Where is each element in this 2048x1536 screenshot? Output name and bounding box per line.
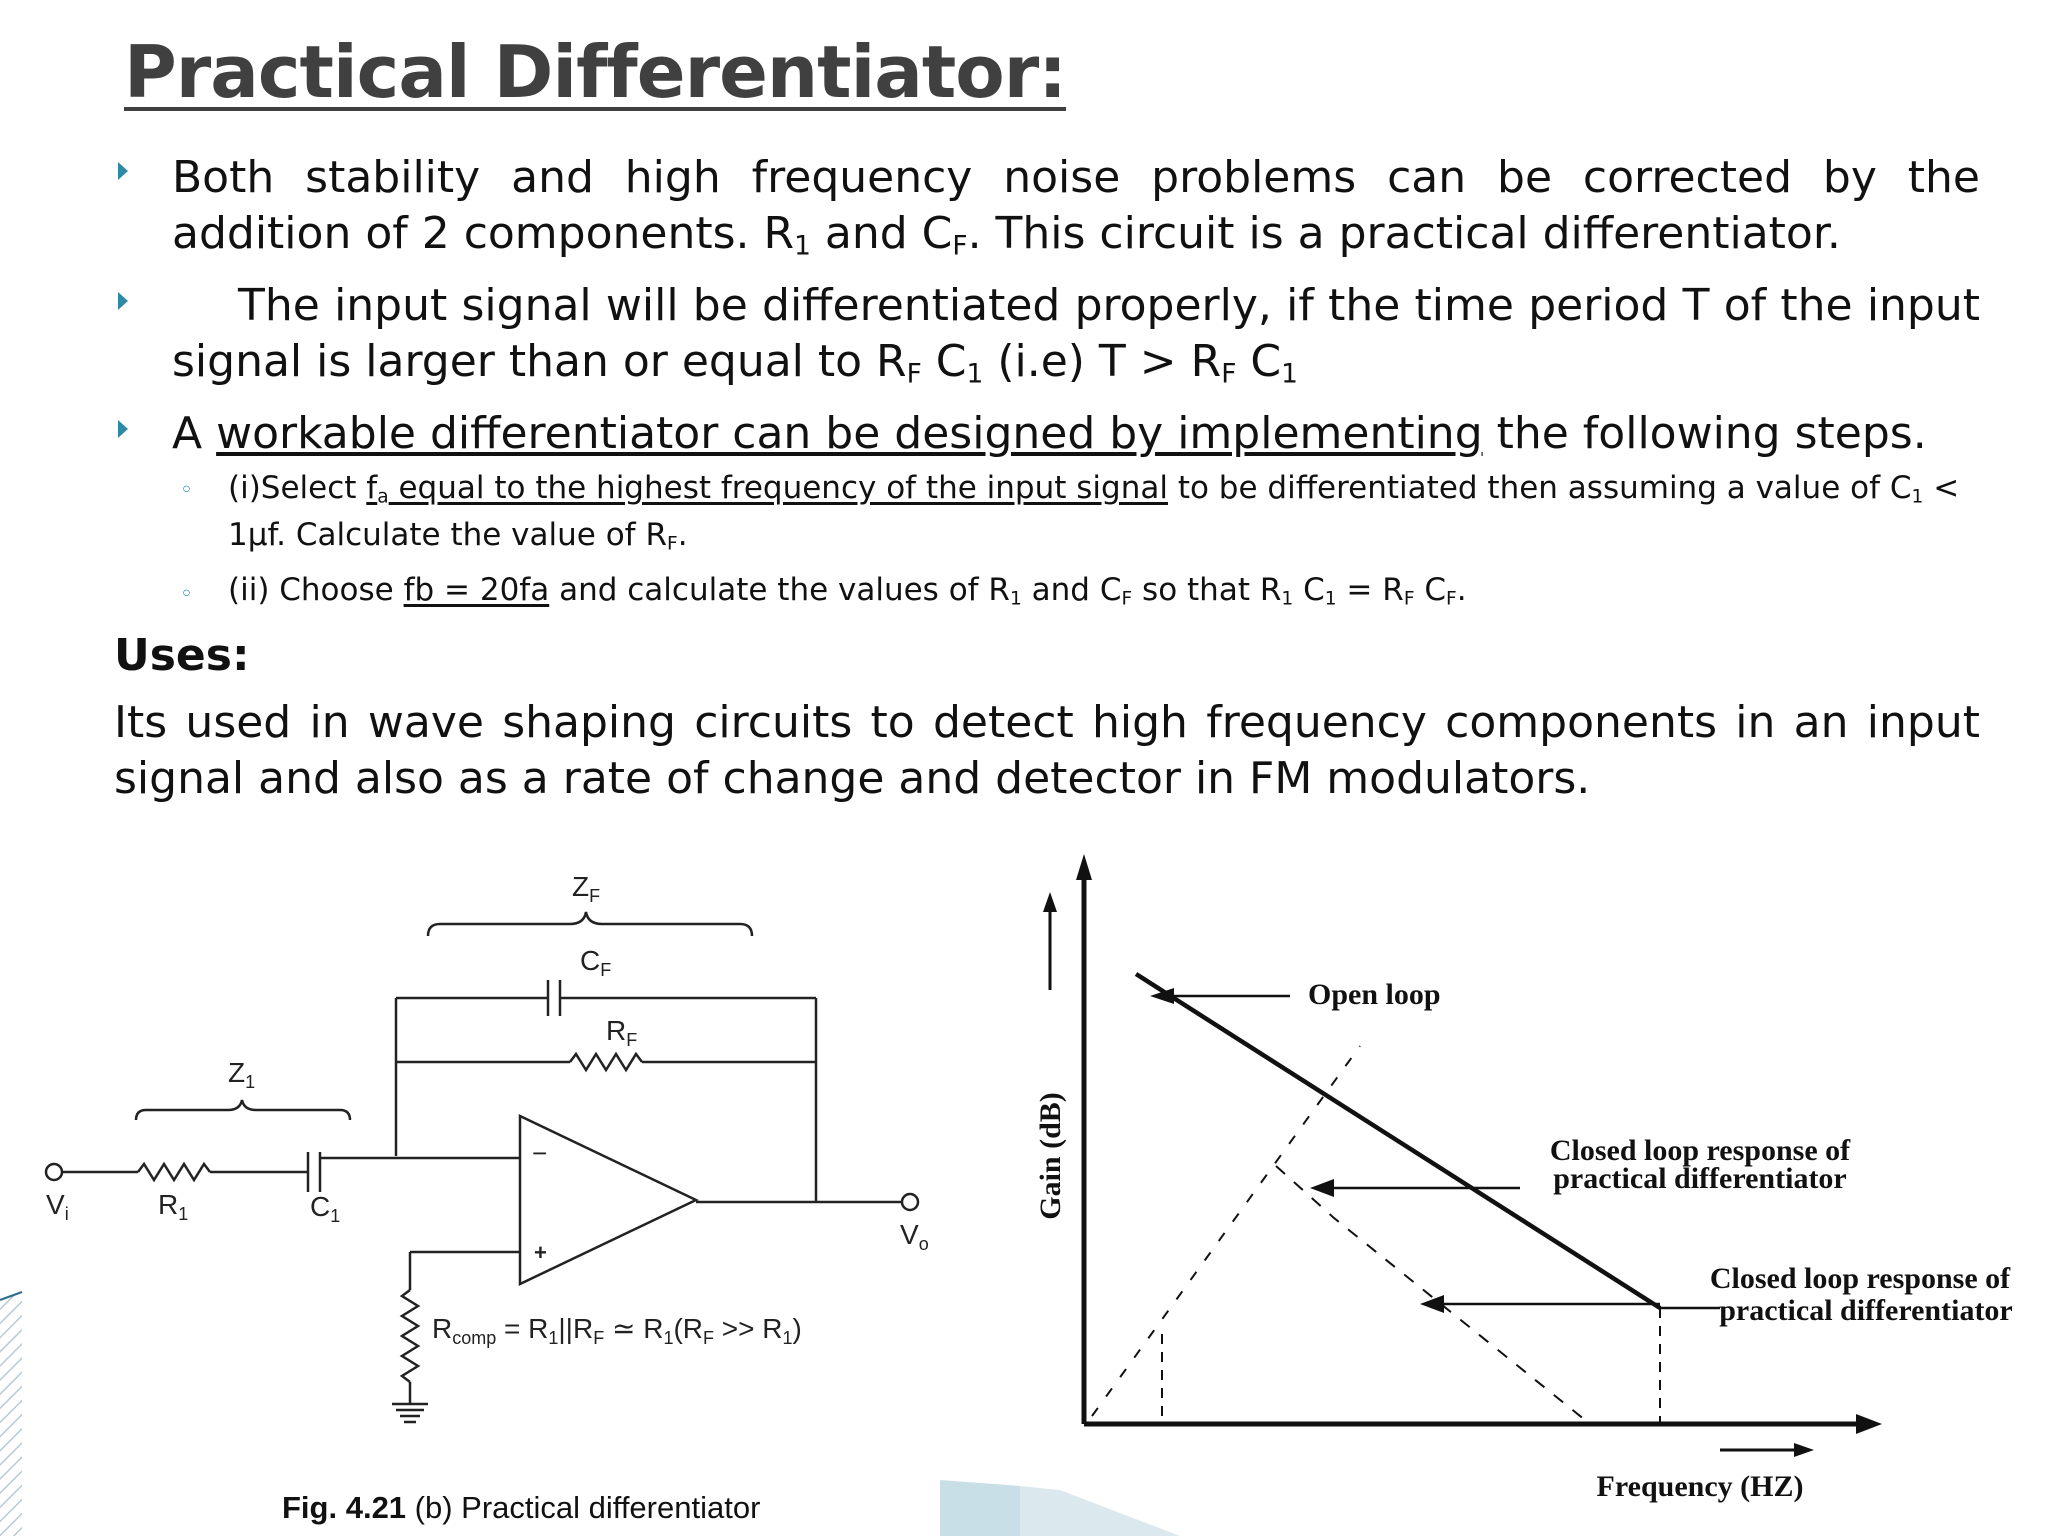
- sub-bullet-2: (ii) Choose fb = 20fa and calculate the values of $R_1$ and $C_F$ so that $R_1$ $C_1 = R_F$ $C_F$.: [228, 572, 1467, 610]
- open-loop-label: Open loop: [1308, 978, 1441, 1011]
- practical-differentiator-circuit: [40, 860, 960, 1500]
- opamp-minus: −: [532, 1138, 548, 1168]
- sub-bullet-dot-icon: ◦: [180, 478, 193, 503]
- graph-ylabel: Gain (dB): [1034, 1092, 1067, 1220]
- zf-label: $Z_F$: [572, 871, 601, 906]
- decor-hatch-shape: [0, 1280, 40, 1536]
- bullet-arrow-icon: [116, 160, 132, 182]
- figure-caption: Fig. 4.21 (b) Practical differentiator: [282, 1490, 761, 1525]
- c1-label: $C_1$: [310, 1191, 341, 1226]
- z1-label: $Z_1$: [228, 1057, 256, 1092]
- cf-label: $C_F$: [580, 945, 612, 980]
- frequency-response-graph: [1020, 850, 2028, 1510]
- rf-label: $R_F$: [606, 1015, 638, 1050]
- sub-bullet-1: (i)Select $f_a$ equal to the highest frequency of the input signal to be differentiated then assuming a value of $C_1 < 1\mu f$. Calculate the value of $R_F$.: [228, 470, 1960, 555]
- bullet-2: The input signal will be differentiated properly, if the time period T of the input signal is larger than or equal to $R_F$ $C_1$ (i.e) $T > R_F$ $C_1$: [172, 280, 1980, 390]
- sub-bullet-dot-icon: ◦: [180, 582, 193, 607]
- bullet-arrow-icon: [116, 290, 132, 312]
- rcomp-equation: $R_{comp} = R_1||R_F$ ≃ $R_1(R_F >> R_1)$: [432, 1313, 802, 1348]
- bullet-1: Both stability and high frequency noise problems can be corrected by the addition of 2 components. $R_1$ and $C_F$. This circuit is a practical differentiator.: [172, 152, 1980, 262]
- closed-loop-label-2a: Closed loop response of: [1709, 1262, 2011, 1295]
- vi-label: $V_i$: [46, 1189, 69, 1224]
- z1-brace: [136, 1100, 350, 1120]
- vo-label: $V_o$: [900, 1219, 929, 1254]
- r1-label: $R_1$: [158, 1189, 189, 1224]
- closed-loop-label-2b: practical differentiator: [1719, 1294, 2013, 1327]
- graph-xlabel: Frequency (HZ): [1596, 1470, 1804, 1503]
- closed-loop-label-1a: Closed loop response of: [1549, 1134, 1851, 1167]
- page-title: Practical Differentiator:: [124, 30, 1067, 114]
- closed-loop-label-1b: practical differentiator: [1553, 1162, 1847, 1195]
- bullet-3: A workable differentiator can be designed by implementing the following steps.: [172, 408, 1927, 459]
- opamp-plus: +: [534, 1240, 547, 1265]
- zf-brace: [428, 912, 752, 936]
- uses-paragraph: Its used in wave shaping circuits to detect high frequency components in an input signal and also as a rate of change and detector in FM modulators.: [114, 697, 1980, 804]
- bullet-arrow-icon: [116, 418, 132, 440]
- uses-heading: Uses:: [114, 630, 250, 681]
